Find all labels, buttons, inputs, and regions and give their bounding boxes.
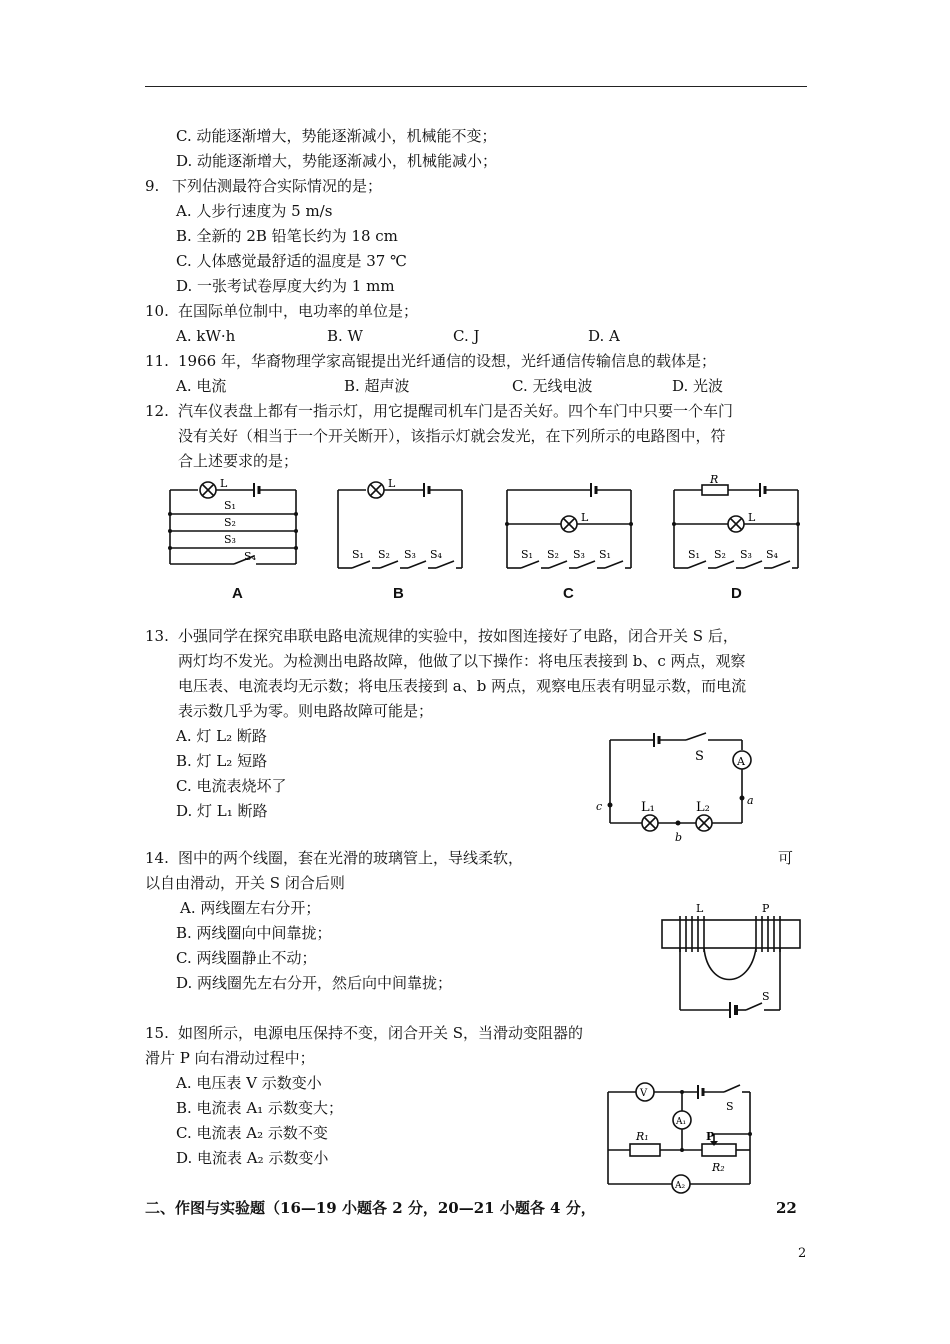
- q12-fig-label-c: C: [563, 585, 574, 602]
- q13-l1-label: L₁: [641, 800, 655, 815]
- q15-line-2: 滑片 P 向右滑动过程中；: [145, 1049, 315, 1067]
- q15-option-a: A. 电压表 V 示数变小: [176, 1074, 322, 1092]
- q10-option-c: C. J: [453, 327, 480, 345]
- q12d-s2: S₂: [714, 548, 726, 561]
- q14-line-1-tail: 可: [778, 849, 794, 867]
- q15-switch-label: S: [726, 1100, 734, 1113]
- q12-circuit-c: [505, 478, 637, 582]
- q15-r2-label: R₂: [712, 1161, 725, 1174]
- q13-line-3: 电压表、电流表均无示数；将电压表接到 a、b 两点，观察电压表有明显示数，而电流: [178, 677, 747, 695]
- q11-option-c: C. 无线电波: [512, 377, 593, 395]
- q12-line-1: 汽车仪表盘上都有一指示灯，用它提醒司机车门是否关好。四个车门中只要一个车门: [178, 402, 734, 420]
- q13-switch-label: S: [695, 749, 704, 764]
- q12a-lamp-label: L: [220, 477, 228, 490]
- q9-option-b: B. 全新的 2B 铅笔长约为 18 cm: [176, 227, 398, 245]
- q13-line-1: 小强同学在探究串联电路电流规律的实验中，按如图连接好了电路，闭合开关 S 后，: [178, 627, 738, 645]
- q14-option-b: B. 两线圈向中间靠拢；: [176, 924, 332, 942]
- q10-stem: 在国际单位制中，电功率的单位是；: [178, 302, 419, 320]
- q10-option-a: A. kW·h: [176, 327, 236, 345]
- q14-coil-l-label: L: [696, 902, 704, 915]
- q11-number: 11.: [145, 352, 169, 370]
- q10-number: 10.: [145, 302, 169, 320]
- q10-option-b: B. W: [327, 327, 363, 345]
- q12b-s2: S₂: [378, 548, 390, 561]
- q12d-resistor-label: R: [710, 473, 719, 486]
- section-2-heading: 二、作图与实验题（16—19 小题各 2 分，20—21 小题各 4 分，: [145, 1199, 596, 1217]
- q9-option-a: A. 人步行速度为 5 m/s: [176, 202, 333, 220]
- q13-option-a: A. 灯 L₂ 断路: [176, 727, 267, 745]
- q9-stem: 下列估测最符合实际情况的是；: [172, 177, 383, 195]
- q12c-s4: S₁: [599, 548, 611, 561]
- q12b-s1: S₁: [352, 548, 364, 561]
- section-2-heading-tail: 22: [776, 1199, 797, 1217]
- q14-option-d: D. 两线圈先左右分开，然后向中间靠拢；: [176, 974, 453, 992]
- page-number: 2: [798, 1246, 807, 1261]
- q11-option-b: B. 超声波: [344, 377, 410, 395]
- q14-line-2: 以自由滑动，开关 S 闭合后则: [145, 874, 345, 892]
- q14-coil-p-label: P: [762, 902, 770, 915]
- q11-option-a: A. 电流: [176, 377, 227, 395]
- q12-fig-label-d: D: [731, 585, 742, 602]
- q13-option-c: C. 电流表烧坏了: [176, 777, 287, 795]
- q12-circuit-d: [672, 473, 804, 582]
- q15-circuit: [600, 1078, 770, 1200]
- q13-line-4: 表示数几乎为零。则电路故障可能是；: [178, 702, 434, 720]
- q12a-s3: S₃: [224, 533, 236, 546]
- q8-option-d: D. 动能逐渐增大，势能逐渐减小，机械能减小；: [176, 152, 498, 170]
- q13-line-2: 两灯均不发光。为检测出电路故障，他做了以下操作：将电压表接到 b、c 两点，观察: [178, 652, 746, 670]
- header-rule: [145, 86, 807, 87]
- q9-option-c: C. 人体感觉最舒适的温度是 37 ℃: [176, 252, 407, 270]
- q12b-s3: S₃: [404, 548, 416, 561]
- q15-option-d: D. 电流表 A₂ 示数变小: [176, 1149, 329, 1167]
- q12c-s2: S₂: [547, 548, 559, 561]
- q15-slider-label: P: [706, 1130, 715, 1143]
- q13-option-b: B. 灯 L₂ 短路: [176, 752, 268, 770]
- q12c-s1: S₁: [521, 548, 533, 561]
- q14-number: 14.: [145, 849, 169, 867]
- q12b-lamp-label: L: [388, 477, 396, 490]
- q12d-s3: S₃: [740, 548, 752, 561]
- q15-number: 15.: [145, 1024, 169, 1042]
- q11-stem: 1966 年，华裔物理学家高锟提出光纤通信的设想，光纤通信传输信息的载体是；: [178, 352, 716, 370]
- q12d-lamp-label: L: [748, 511, 756, 524]
- q13-number: 13.: [145, 627, 169, 645]
- q13-point-b: b: [675, 831, 683, 844]
- q13-point-a: a: [747, 794, 754, 807]
- q12a-s4: S₄: [244, 550, 256, 563]
- q14-option-c: C. 两线圈静止不动；: [176, 949, 317, 967]
- q11-option-d: D. 光波: [672, 377, 724, 395]
- q12-line-2: 没有关好（相当于一个开关断开），该指示灯就会发光，在下列所示的电路图中，符: [178, 427, 726, 445]
- q15-a2-label: A₂: [675, 1181, 686, 1191]
- q14-coil-figure: [658, 900, 808, 1034]
- q10-option-d: D. A: [588, 327, 620, 345]
- q9-number: 9.: [145, 177, 160, 195]
- q15-r1-label: R₁: [636, 1130, 649, 1143]
- q13-ammeter-label: A: [737, 755, 745, 768]
- q12c-lamp-label: L: [581, 511, 589, 524]
- q15-voltmeter-label: V: [640, 1088, 648, 1099]
- q14-switch-label: S: [762, 990, 770, 1003]
- q12-circuit-a: [168, 478, 300, 582]
- q15-option-c: C. 电流表 A₂ 示数不变: [176, 1124, 328, 1142]
- q12-circuit-b: [336, 478, 468, 582]
- q13-l2-label: L₂: [696, 800, 710, 815]
- q12a-s2: S₂: [224, 516, 236, 529]
- q12c-s3: S₃: [573, 548, 585, 561]
- q13-circuit: [594, 730, 764, 849]
- q12d-s4: S₄: [766, 548, 778, 561]
- q15-line-1: 如图所示，电源电压保持不变，闭合开关 S，当滑动变阻器的: [178, 1024, 584, 1042]
- q13-option-d: D. 灯 L₁ 断路: [176, 802, 268, 820]
- q14-line-1: 图中的两个线圈，套在光滑的玻璃管上，导线柔软，: [178, 849, 524, 867]
- q12d-s1: S₁: [688, 548, 700, 561]
- q15-option-b: B. 电流表 A₁ 示数变大；: [176, 1099, 343, 1117]
- q13-point-c: c: [596, 800, 603, 813]
- q12-fig-label-b: B: [393, 585, 404, 602]
- q12-number: 12.: [145, 402, 169, 420]
- q12a-s1: S₁: [224, 499, 236, 512]
- q12-fig-label-a: A: [232, 585, 243, 602]
- q12-line-3: 合上述要求的是；: [178, 452, 299, 470]
- q12b-s4: S₄: [430, 548, 442, 561]
- q8-option-c: C. 动能逐渐增大，势能逐渐减小，机械能不变；: [176, 127, 497, 145]
- q9-option-d: D. 一张考试卷厚度大约为 1 mm: [176, 277, 395, 295]
- q15-a1-label: A₁: [676, 1117, 687, 1127]
- q14-option-a: A. 两线圈左右分开；: [180, 899, 321, 917]
